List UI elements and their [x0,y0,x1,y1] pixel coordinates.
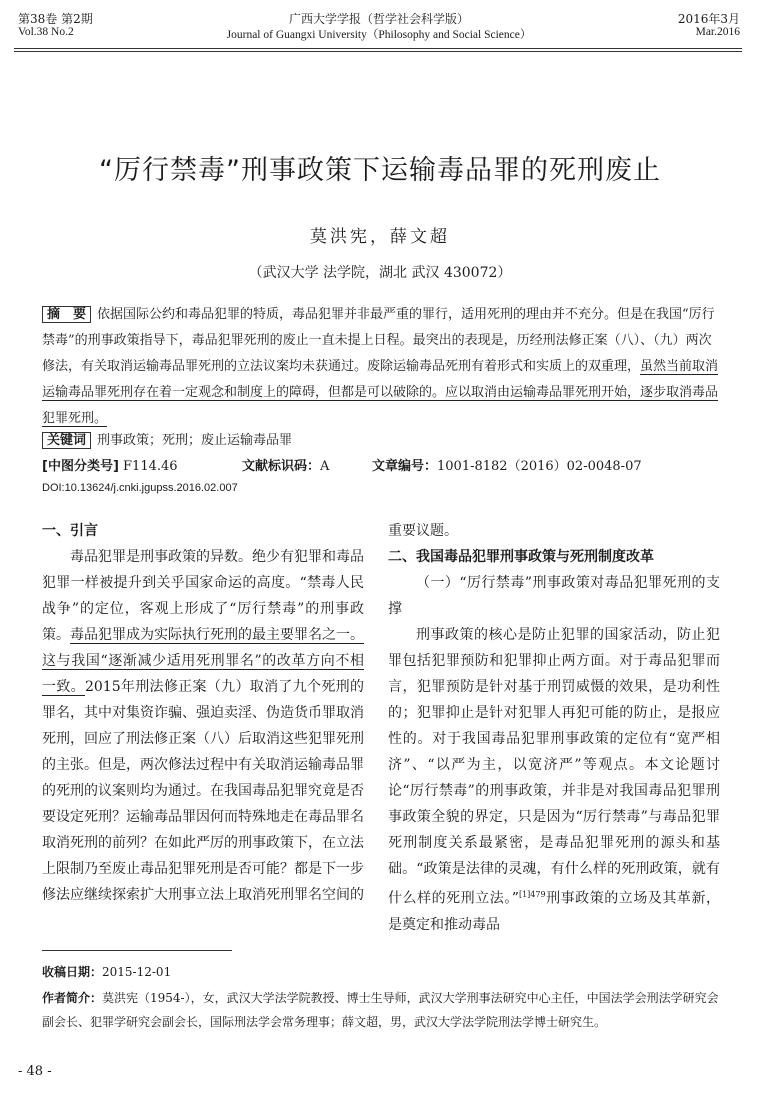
received-date: 2015-12-01 [102,965,172,979]
doc-code-label: 文献标识码： [242,459,321,474]
received-label: 收稿日期： [42,965,103,979]
left-column [42,518,364,908]
section-heading-intro: 一、引言 [42,523,98,539]
page-number: - 48 - [18,1064,52,1079]
clc-code: F114.46 [123,459,178,474]
running-header [18,10,740,42]
header-rule-2 [14,51,742,52]
doc-code: A [320,459,330,474]
abstract [42,302,720,432]
citation: [1]479 [518,890,546,899]
abstract-text: 依据国际公约和毒品犯罪的特质，毒品犯罪并非最严重的罪行，适用死刑的理由并不充分。但是在我国“厉行禁毒”的刑事政策指导下，毒品犯罪死刑的废止一直未提上日程。最突出的表现是，历经刑法修正案（八）、（九）两次修法，有关取消运输毒品罪死刑的立法议案均未获通过。废除运输毒品死刑有着形式和实质上的双重理， [42,307,715,374]
keywords [42,428,720,454]
date-en: Mar.2016 [695,26,740,38]
section-heading-2: 二、我国毒品犯罪刑事政策与死刑制度改革 [388,549,654,565]
header-rule [14,48,742,49]
subsection-heading: （一）“厉行禁毒”刑事政策对毒品犯罪死刑的支撑 [388,575,720,617]
footnote-received [42,960,720,984]
continued-text: 重要议题。 [388,523,458,539]
right-column [388,518,720,938]
footnote-rule [42,950,232,951]
clc-label: [中图分类号] [42,459,119,474]
article-title: “厉行禁毒”刑事政策下运输毒品罪的死刑废止 [99,155,661,186]
keywords-label: 关键词 [42,432,91,449]
classification-row [42,455,720,477]
date-cn: 2016年3月 [677,12,740,26]
article-no: 1001-8182（2016）02-0048-07 [437,459,642,474]
journal-name-cn: 广西大学学报（哲学社会科学版） [288,12,469,26]
abstract-label: 摘 要 [42,306,91,323]
intro-underlined-text: 毒品犯罪成为实际执行死刑的最主要罪名之一。这与我国“逐渐减少适用死刑罪名”的改革方向不相一致。 [42,627,364,695]
intro-text-1: 毒品犯罪是刑事政策的异数。绝少有犯罪和毒品犯罪一样被提升到关乎国家命运的高度。“禁毒人民战争”的定位，客观上形成了“厉行禁毒”的刑事政策。 [42,549,364,643]
footnote-bio [42,986,720,1034]
bio-label: 作者简介： [42,991,103,1005]
policy-text-end: 刑事政策的立场及其革新，是奠定和推动毒品 [388,890,720,933]
policy-paragraph [388,622,720,938]
authors: 莫洪宪，薛文超 [310,227,450,247]
keywords-text: 刑事政策；死刑；废止运输毒品罪 [97,433,293,448]
doi: DOI:10.13624/j.cnki.jgupss.2016.02.007 [42,482,238,494]
bio-text: 莫洪宪（1954-），女，武汉大学法学院教授、博士生导师，武汉大学刑事法研究中心主任，中国法学会刑法学研究会副会长、犯罪学研究会副会长，国际刑法学会常务理事；薛文超，男，武汉大学法学院刑法学博士研究生。 [42,991,719,1029]
article-no-label: 文章编号： [372,459,438,474]
volume-cn: 第38卷 第2期 [18,12,93,26]
volume-en: Vol.38 No.2 [18,26,74,38]
intro-text-2: 2015年刑法修正案（九）取消了九个死刑的罪名，其中对集资诈骗、强迫卖淫、伪造货币罪取消死刑，回应了刑法修正案（八）后取消这些犯罪死刑的主张。但是，两次修法过程中有关取消运输毒品罪的死刑的议案则均为通过。在我国毒品犯罪究竟是否要设定死刑？运输毒品罪因何而特殊地走在毒品罪名取消死刑的前列？在如此严厉的刑事政策下，在立法上限制乃至废止毒品犯罪死刑是否可能？都是下一步修法应继续探索扩大刑事立法上取消死刑罪名空间的 [42,679,365,903]
abstract-underlined-text: 虽然当前取消运输毒品罪死刑存在着一定观念和制度上的障碍，但都是可以破除的。应以取消由运输毒品罪死刑开始，逐步取消毒品犯罪死刑。 [42,359,719,426]
policy-text: 刑事政策的核心是防止犯罪的国家活动，防止犯罪包括犯罪预防和犯罪抑止两方面。对于毒品犯罪而言，犯罪预防是针对基于刑罚威慑的效果，是功利性的；犯罪抑止是针对犯罪人再犯可能的防止，是报应性的。对于我国毒品犯罪刑事政策的定位有“宽严相济”、“以严为主，以宽济严”等观点。本文论题讨论“厉行禁毒”的刑事政策，并非是对我国毒品犯罪刑事政策全貌的界定，只是因为“厉行禁毒”与毒品犯罪死刑制度关系最紧密，是毒品犯罪死刑的源头和基础。“政策是法律的灵魂，有什么样的死刑政策，就有什么样的死刑立法。” [388,627,720,907]
intro-paragraph [42,544,364,908]
journal-name-en: Journal of Guangxi University（Philosophy and Social Science） [226,29,532,41]
affiliation: （武汉大学 法学院，湖北 武汉 430072） [248,265,512,281]
